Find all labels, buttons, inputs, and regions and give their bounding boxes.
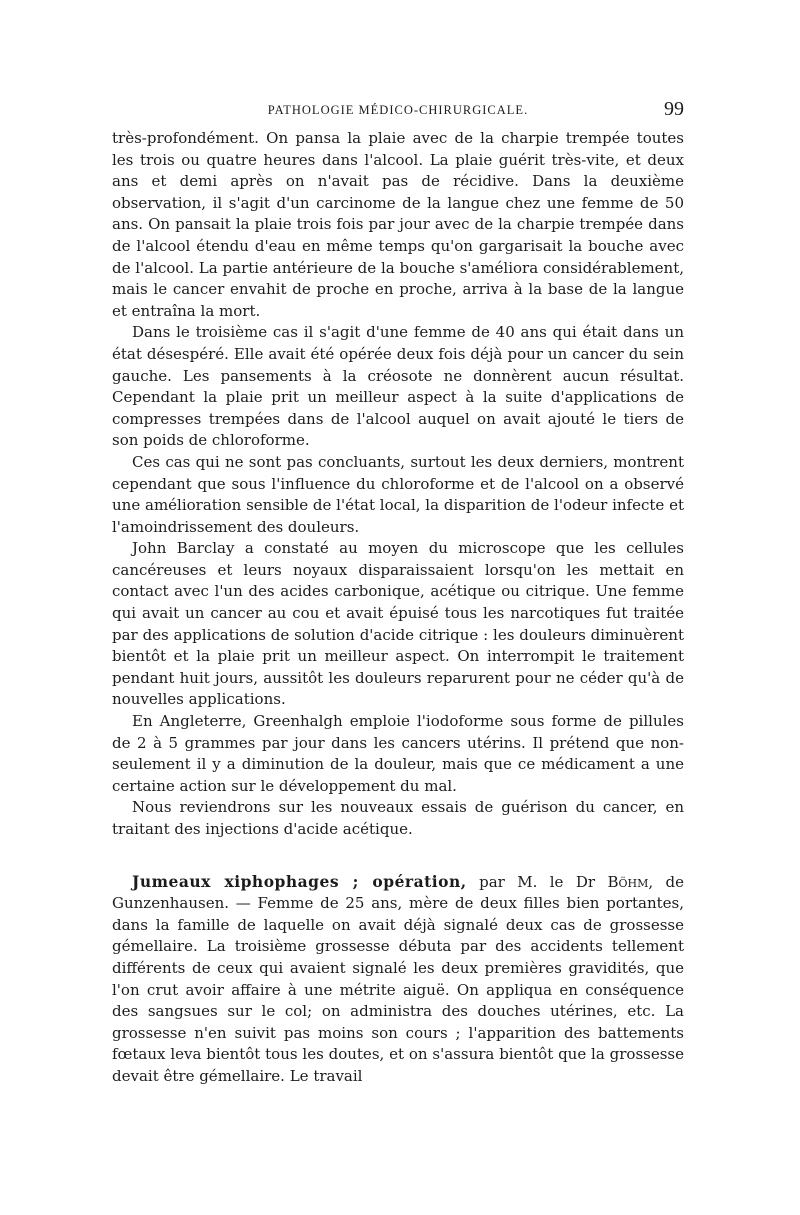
body-text <box>112 128 684 1088</box>
section-gap <box>112 841 684 871</box>
paragraph: très-profondément. On pansa la plaie avec de la charpie trempée toutes les trois ou quatre heures dans l'alcool. La plaie guérit très-vite, et deux ans et demi après on n'avait pas de récidive. Dans la deuxième observation, il s'agit d'un carcinome de la langue chez une femme de 50 ans. On pansait la plaie trois fois par jour avec de la charpie trempée dans de l'alcool étendu d'eau en même temps qu'on gargarisait la bouche avec de l'alcool. La partie antérieure de la bouche s'améliora considérablement, mais le cancer envahit de proche en proche, arriva à la base de la langue et entraîna la mort. <box>112 129 684 320</box>
running-title: PATHOLOGIE MÉDICO-CHIRURGICALE. <box>267 103 529 117</box>
paragraph: Dans le troisième cas il s'agit d'une femme de 40 ans qui était dans un état désespéré. Elle avait été opérée deux fois déjà pour un cancer du sein gauche. Les pansements à la créosote ne donnèrent aucun résultat. Cependant la plaie prit un meilleur aspect à la suite d'applications de compresses trempées dans de l'alcool auquel on avait ajouté le tiers de son poids de chloroforme. <box>112 323 684 450</box>
section-paragraph <box>112 871 684 1088</box>
author-name: Böhm <box>607 872 649 891</box>
paragraph: En Angleterre, Greenhalgh emploie l'iodoforme sous forme de pillules de 2 à 5 grammes par jour dans les cancers utérins. Il prétend que non-seulement il y a diminution de la douleur, mais que ce médicament a une certaine action sur le développement du mal. <box>112 712 684 795</box>
author-prefix: par M. le Dr <box>466 872 608 891</box>
running-head <box>112 98 684 122</box>
paragraph: Ces cas qui ne sont pas concluants, surtout les deux derniers, montrent cependant que sous l'influence du chloroforme et de l'alcool on a observé une amélioration sensible de l'état local, la disparition de l'odeur infecte et l'amoindrissement des douleurs. <box>112 452 684 536</box>
section-title: Jumeaux xiphophages ; opération, <box>132 871 467 891</box>
paragraph: Nous reviendrons sur les nouveaux essais de guérison du cancer, en traitant des injections d'acide acétique. <box>112 798 684 838</box>
page-number: 99 <box>664 98 684 120</box>
paragraph: John Barclay a constaté au moyen du microscope que les cellules cancéreuses et leurs noyaux disparaissaient lorsqu'on les mettait en contact avec l'un des acides carbonique, acétique ou citrique. Une femme qui avait un cancer au cou et avait épuisé tous les narcotiques fut traitée par des applications de solution d'acide citrique : les douleurs diminuèrent bientôt et la plaie prit un meilleur aspect. On interrompit le traitement pendant huit jours, aussitôt les douleurs reparurent pour ne céder qu'à de nouvelles applications. <box>112 539 684 709</box>
section-text: , de Gunzenhausen. — Femme de 25 ans, mère de deux filles bien portantes, dans la famille de laquelle on avait déjà signalé deux cas de grossesse gémellaire. La troisième grossesse débuta par des accidents tellement différents de ceux qui avaient signalé les deux premières gravidités, que l'on crut avoir affaire à une métrite aiguë. On appliqua en conséquence des sangsues sur le col; on administra des douches utérines, etc. La grossesse n'en suivit pas moins son cours ; l'apparition des battements fœtaux leva bientôt tous les doutes, et on s'assura bientôt que la grossesse devait être gémellaire. Le travail <box>112 872 685 1085</box>
